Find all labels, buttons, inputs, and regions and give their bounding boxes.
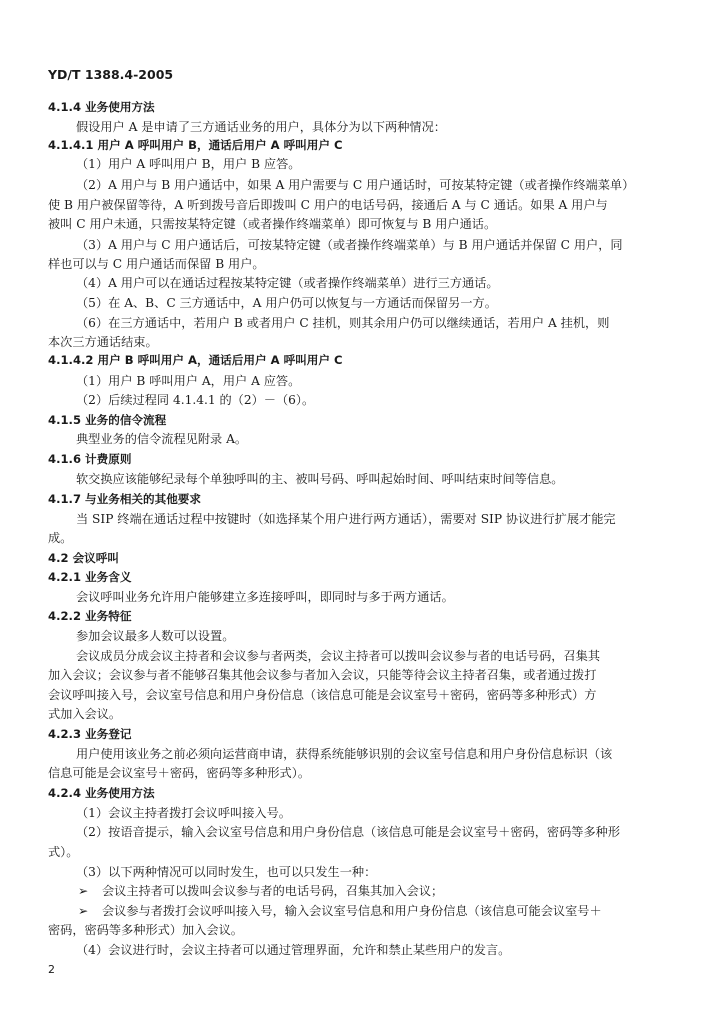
list-item: （1）用户 B 呼叫用户 A，用户 A 应答。 [76, 374, 301, 388]
section-heading: 4.1.5 业务的信令流程 [48, 413, 167, 427]
section-heading: 4.1.4.2 用户 B 呼叫用户 A，通话后用户 A 呼叫用户 C [48, 353, 343, 367]
standard-number: YD/T 1388.4-2005 [48, 67, 174, 82]
section-heading: 4.1.6 计费原则 [48, 452, 132, 466]
paragraph-line: 式）。 [48, 845, 79, 859]
list-item: （3）A 用户与 C 用户通话后，可按某特定键（或者操作终端菜单）与 B 用户通话并保留 C 用户，同 [76, 238, 623, 252]
paragraph-line: 会议呼叫接入号，会议室号信息和用户身份信息（该信息可能是会议室号＋密码，密码等多种形式）方 [48, 688, 597, 702]
list-item: （1）用户 A 呼叫用户 B，用户 B 应答。 [76, 157, 301, 171]
list-item: （2）后续过程同 4.1.4.1 的（2）－（6）。 [76, 393, 315, 407]
section-heading: 4.1.4 业务使用方法 [48, 100, 155, 114]
list-item: （5）在 A、B、C 三方通话中，A 用户仍可以恢复与一方通话而保留另一方。 [76, 296, 497, 310]
page-number: 2 [48, 963, 55, 976]
list-item: （4）会议进行时，会议主持者可以通过管理界面，允许和禁止某些用户的发言。 [76, 943, 511, 957]
bullet-arrow-icon: ➢ [78, 904, 89, 918]
paragraph-line: 样也可以与 C 用户通话而保留 B 用户。 [48, 257, 265, 271]
paragraph-line: 信息可能是会议室号＋密码，密码等多种形式）。 [48, 766, 311, 780]
section-heading: 4.2.3 业务登记 [48, 727, 132, 741]
section-heading: 4.1.7 与业务相关的其他要求 [48, 492, 201, 506]
paragraph-line: 软交换应该能够纪录每个单独呼叫的主、被叫号码、呼叫起始时间、呼叫结束时间等信息。 [76, 472, 564, 486]
paragraph-line: 式加入会议。 [48, 707, 122, 721]
paragraph-line: 用户使用该业务之前必须向运营商申请，获得系统能够识别的会议室号信息和用户身份信息标识（该 [76, 747, 613, 761]
section-heading: 4.2.1 业务含义 [48, 570, 132, 584]
paragraph-line: 参加会议最多人数可以设置。 [76, 629, 235, 643]
paragraph-line: 当 SIP 终端在通话过程中按键时（如选择某个用户进行两方通话），需要对 SIP 协议进行扩展才能完 [76, 512, 616, 526]
list-item: （1）会议主持者拨打会议呼叫接入号。 [76, 806, 291, 820]
paragraph-line: 成。 [48, 531, 73, 545]
list-item: （3）以下两种情况可以同时发生，也可以只发生一种： [76, 865, 377, 879]
paragraph-line: 使 B 用户被保留等待，A 听到拨号音后即拨叫 C 用户的电话号码，接通后 A 与 C 通话。如果 A 用户与 [48, 198, 608, 212]
paragraph-line: 密码，密码等多种形式）加入会议。 [48, 923, 243, 937]
list-item: （6）在三方通话中，若用户 B 或者用户 C 挂机，则其余用户仍可以继续通话，若用户 A 挂机，则 [76, 316, 610, 330]
paragraph-line: 假设用户 A 是申请了三方通话业务的用户，具体分为以下两种情况： [76, 120, 446, 134]
paragraph-line: 会议呼叫业务允许用户能够建立多连接呼叫，即同时与多于两方通话。 [76, 590, 454, 604]
list-item: （2）A 用户与 B 用户通话中，如果 A 用户需要与 C 用户通话时，可按某特定键（或者操作终端菜单） [76, 178, 635, 192]
paragraph-line: 被叫 C 用户未通，只需按某特定键（或者操作终端菜单）即可恢复与 B 用户通话。 [48, 217, 497, 231]
paragraph-line: 典型业务的信令流程见附录 A。 [76, 432, 248, 446]
bullet-item: 会议参与者拨打会议呼叫接入号，输入会议室号信息和用户身份信息（该信息可能会议室号＋ [102, 904, 602, 918]
section-heading: 4.2 会议呼叫 [48, 551, 119, 565]
paragraph-line: 加入会议；会议参与者不能够召集其他会议参与者加入会议，只能等待会议主持者召集，或者通过拨打 [48, 668, 597, 682]
section-heading: 4.1.4.1 用户 A 呼叫用户 B，通话后用户 A 呼叫用户 C [48, 138, 343, 152]
paragraph-line: 会议成员分成会议主持者和会议参与者两类，会议主持者可以拨叫会议参与者的电话号码，召集其 [76, 649, 601, 663]
list-item: （2）按语音提示，输入会议室号信息和用户身份信息（该信息可能是会议室号＋密码，密码等多种形 [76, 825, 621, 839]
bullet-item: 会议主持者可以拨叫会议参与者的电话号码，召集其加入会议； [102, 884, 444, 898]
list-item: （4）A 用户可以在通话过程按某特定键（或者操作终端菜单）进行三方通话。 [76, 276, 499, 290]
bullet-arrow-icon: ➢ [78, 884, 89, 898]
paragraph-line: 本次三方通话结束。 [48, 335, 158, 349]
section-heading: 4.2.4 业务使用方法 [48, 786, 155, 800]
section-heading: 4.2.2 业务特征 [48, 609, 132, 623]
